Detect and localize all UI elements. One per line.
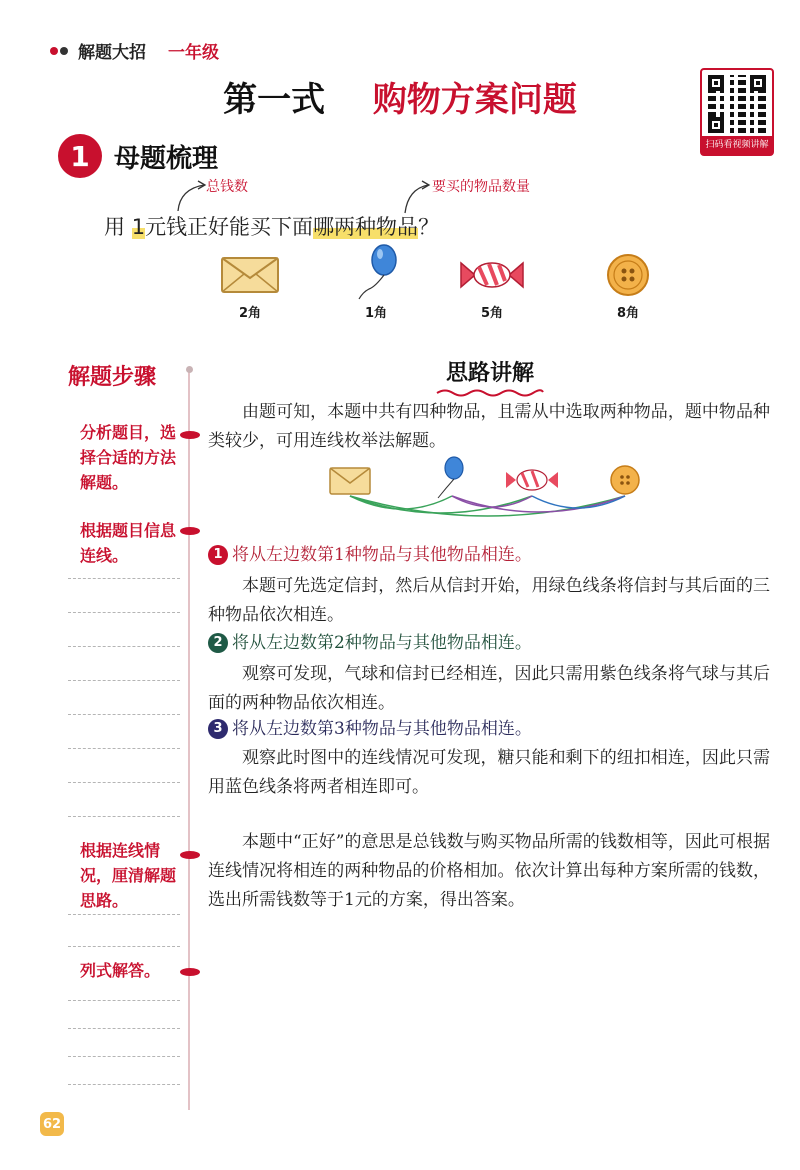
balloon-icon	[351, 243, 401, 303]
note-line	[68, 782, 180, 783]
note-line	[68, 1028, 180, 1029]
title-formula: 第一式	[223, 80, 326, 120]
idea-title: 思路讲解	[300, 356, 680, 397]
green-line	[350, 496, 452, 509]
step-solve: 列式解答。	[80, 961, 161, 980]
item-button	[588, 250, 668, 321]
step2-detail: 观察可发现，气球和信封已经相连，因此只需用紫色线条将气球与其后面的两种物品依次相连。	[208, 664, 770, 713]
note-line	[68, 1000, 180, 1001]
diagram-candy-icon	[506, 470, 558, 490]
header	[50, 38, 219, 63]
note-total-money: 总钱数	[206, 179, 248, 195]
section-number: 1	[58, 134, 102, 178]
purple-line	[452, 496, 532, 507]
grade-label: 一年级	[168, 43, 219, 63]
step1-number: 1	[208, 545, 228, 565]
series-name: 解题大招	[78, 43, 146, 63]
title-topic: 购物方案问题	[372, 80, 577, 120]
note-line	[68, 1056, 180, 1057]
intro-paragraph: 由题可知，本题中共有四种物品，且需从中选取两种物品，题中物品种类较少，可用连线枚举法解题。	[208, 402, 770, 451]
item-balloon	[336, 250, 416, 321]
qr-caption: 扫码看视频讲解	[702, 136, 772, 154]
connection-diagram	[320, 456, 650, 526]
step-reason: 根据连线情况，厘清解题思路。	[80, 841, 177, 910]
step2-heading: 2 将从左边数第2种物品与其他物品相连。	[208, 630, 532, 656]
item-candy	[452, 250, 532, 321]
note-line	[68, 578, 180, 579]
step1-heading: 1 将从左边数第1种物品与其他物品相连。	[208, 542, 532, 568]
qr-finder-icon	[708, 75, 724, 91]
question-text: 用 1元钱正好能买下面哪两种物品？	[104, 215, 440, 239]
diagram-balloon-icon	[438, 457, 463, 498]
note-line	[68, 816, 180, 817]
note-line	[68, 646, 180, 647]
button-icon	[605, 252, 651, 298]
step3-detail: 观察此时图中的连线情况可发现，糖只能和剩下的纽扣相连，因此只需用蓝色线条将两者相连即可。	[208, 748, 770, 797]
qr-code[interactable]	[700, 68, 774, 156]
timeline-line	[188, 370, 190, 1110]
section-label: 母题梳理	[114, 143, 219, 174]
which-two-highlight: 哪两种物品	[313, 215, 419, 239]
timeline-marker	[180, 527, 200, 535]
page-title	[0, 72, 800, 121]
item-envelope	[210, 250, 290, 321]
note-line	[68, 748, 180, 749]
timeline-marker	[180, 431, 200, 439]
section-heading	[58, 134, 218, 178]
step2-number: 2	[208, 633, 228, 653]
item-price: 8角	[616, 306, 640, 321]
header-dots-icon	[50, 45, 72, 57]
item-price: 2角	[238, 306, 262, 321]
amount-highlight: 1	[131, 215, 146, 239]
wavy-underline-icon	[435, 387, 545, 397]
note-line	[68, 612, 180, 613]
arrow-items-icon	[405, 185, 428, 213]
step-connect: 根据题目信息连线。	[80, 521, 177, 565]
item-price: 1角	[364, 306, 388, 321]
items-row	[0, 250, 800, 320]
note-line	[68, 714, 180, 715]
blue-line	[532, 496, 625, 508]
note-line	[68, 680, 180, 681]
step3-heading: 3 将从左边数第3种物品与其他物品相连。	[208, 716, 532, 742]
green-line	[350, 496, 532, 513]
diagram-button-icon	[611, 466, 639, 494]
diagram-envelope-icon	[330, 468, 370, 494]
step1-detail: 本题可先选定信封，然后从信封开始，用绿色线条将信封与其后面的三种物品依次相连。	[208, 576, 770, 625]
page-number: 62	[40, 1112, 64, 1136]
note-item-count: 要买的物品数量	[432, 179, 530, 195]
note-line	[68, 946, 180, 947]
steps-title: 解题步骤	[68, 365, 157, 390]
timeline-dot	[186, 366, 193, 373]
candy-icon	[457, 255, 527, 295]
timeline-marker	[180, 968, 200, 976]
step3-number: 3	[208, 719, 228, 739]
envelope-icon	[220, 256, 280, 294]
step-analyze: 分析题目，选择合适的方法解题。	[80, 423, 177, 492]
note-line	[68, 1084, 180, 1085]
timeline-marker	[180, 851, 200, 859]
arrow-total-icon	[178, 185, 204, 211]
conclusion-paragraph: 本题中“正好”的意思是总钱数与购买物品所需的钱数相等，因此可根据连线情况将相连的两种物品的价格相加。依次计算出每种方案所需的钱数，选出所需钱数等于1元的方案，得出答案。	[208, 832, 770, 910]
item-price: 5角	[480, 306, 504, 321]
qr-finder-icon	[750, 75, 766, 91]
note-line	[68, 914, 180, 915]
qr-finder-icon	[708, 117, 724, 133]
